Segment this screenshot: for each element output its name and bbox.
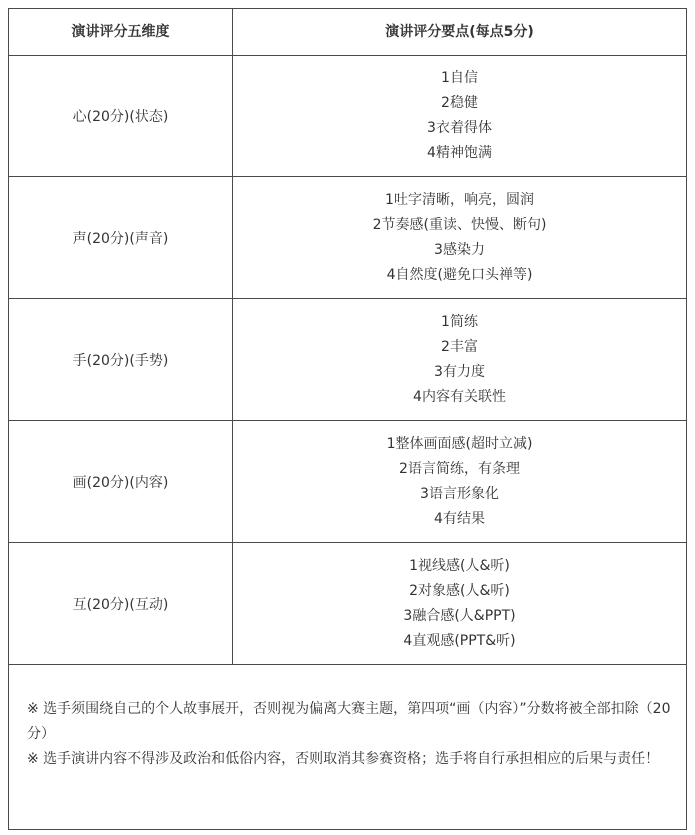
scoring-point: 3感染力 [434, 241, 485, 258]
points-cell [233, 543, 686, 664]
scoring-point: 1整体画面感(超时立减) [386, 435, 533, 452]
points-cell [233, 299, 686, 420]
table-row [9, 299, 686, 421]
table-row [9, 55, 686, 177]
scoring-point: 4有结果 [434, 510, 485, 527]
scoring-point: 3衣着得体 [427, 119, 492, 136]
scoring-point: 1视线感(人&听) [409, 557, 510, 574]
dimension-cell: 手(20分)(手势) [9, 299, 233, 420]
scoring-point: 1简练 [441, 313, 478, 330]
dimension-cell: 声(20分)(声音) [9, 177, 233, 298]
scoring-point: 2语言简练，有条理 [399, 460, 520, 477]
dimension-cell: 画(20分)(内容) [9, 421, 233, 542]
scoring-point: 1自信 [441, 69, 478, 86]
scoring-point: 2丰富 [441, 338, 478, 355]
dimension-cell: 心(20分)(状态) [9, 55, 233, 176]
points-cell [233, 55, 686, 176]
header-dimension: 演讲评分五维度 [9, 9, 233, 55]
note-text: ※ 选手演讲内容不得涉及政治和低俗内容，否则取消其参赛资格；选手将自行承担相应的后果与责任！ [27, 751, 660, 767]
scoring-point: 2稳健 [441, 94, 478, 111]
notes-section [9, 665, 686, 829]
table-row [9, 543, 686, 665]
scoring-point: 3语言形象化 [420, 485, 499, 502]
scoring-point: 4内容有关联性 [413, 388, 506, 405]
scoring-point: 2节奏感(重读、快慢、断句) [372, 216, 547, 233]
dimension-cell: 互(20分)(互动) [9, 543, 233, 664]
note-text: ※ 选手须围绕自己的个人故事展开，否则视为偏离大赛主题，第四项“画（内容）”分数将被全部扣除（20分） [27, 701, 671, 742]
scoring-table [8, 8, 687, 830]
scoring-point: 3融合感(人&PPT) [403, 607, 516, 624]
scoring-point: 2对象感(人&听) [409, 582, 510, 599]
points-cell [233, 177, 686, 298]
scoring-point: 1吐字清晰，响亮，圆润 [385, 191, 534, 208]
scoring-point: 4自然度(避免口头禅等) [386, 266, 533, 283]
scoring-point: 3有力度 [434, 363, 485, 380]
table-header [9, 9, 686, 56]
points-cell [233, 421, 686, 542]
scoring-point: 4直观感(PPT&听) [403, 632, 516, 649]
table-row [9, 421, 686, 543]
scoring-point: 4精神饱满 [427, 144, 492, 161]
header-points: 演讲评分要点(每点5分) [385, 24, 534, 40]
table-row [9, 177, 686, 299]
